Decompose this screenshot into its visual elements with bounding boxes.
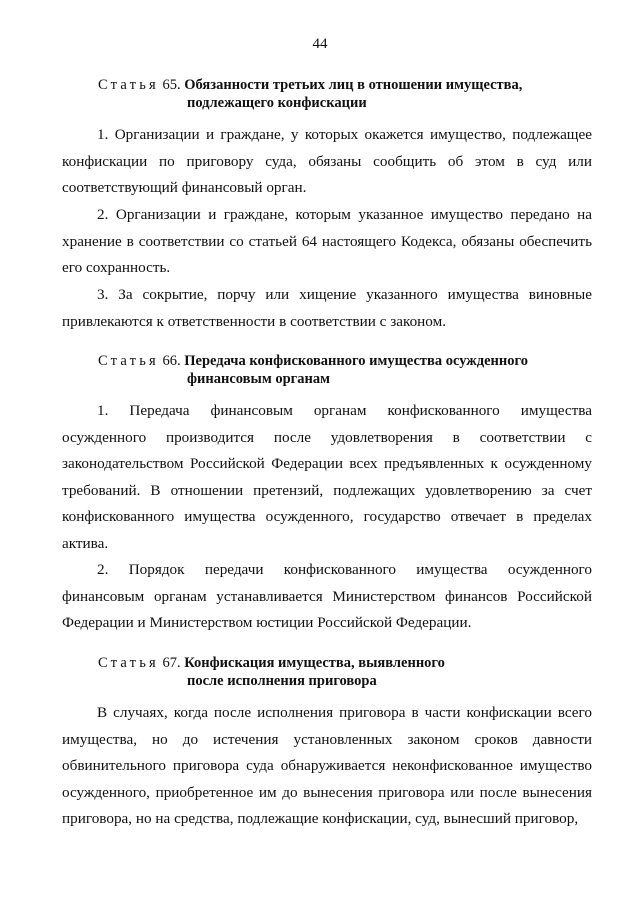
page-number: 44: [312, 36, 328, 52]
paragraph: 2. Порядок передачи конфискованного имущества осужденного финансовым органам устанавливается Министерством финансов Российской Федерации и Министерством юстиции Российской Федерации.: [62, 561, 592, 631]
article-65-header: [98, 76, 598, 112]
article-title-continuation: подлежащего конфискации: [187, 95, 367, 111]
paragraph: 2. Организации и граждане, которым указанное имущество передано на хранение в соответствии со статьей 64 настоящего Кодекса, обязаны обеспечить его сохранность.: [62, 206, 592, 276]
article-word: Статья: [98, 353, 159, 369]
article-word: Статья: [98, 77, 159, 93]
article-title-continuation: после исполнения приговора: [187, 673, 377, 689]
article-title: Передача конфискованного имущества осужденного: [184, 353, 528, 369]
paragraph: 1. Передача финансовым органам конфискованного имущества осужденного производится после удовлетворения в соответствии с законодательством Российской Федерации всех предъявленных к осужденному требований. В отношении претензий, подлежащих удовлетворению за счет конфискованного имущества осужденного, государство отвечает в пределах актива.: [62, 402, 592, 552]
paragraph: 1. Организации и граждане, у которых окажется имущество, подлежащее конфискации по приговору суда, обязаны сообщить об этом в суд или соответствующий финансовый орган.: [62, 126, 592, 196]
article-number: 67.: [162, 655, 181, 671]
paragraph: В случаях, когда после исполнения приговора в части конфискации всего имущества, но до истечения установленных законом сроков давности обвинительного приговора суда обнаруживается неконфискованное имущество осужденного, приобретенное им до вынесения приговора или после вынесения приговора, но на средства, подлежащие конфискации, суд, вынесший приговор,: [62, 704, 592, 827]
article-number: 66.: [162, 353, 181, 369]
article-title: Конфискация имущества, выявленного: [184, 655, 445, 671]
article-title-continuation: финансовым органам: [187, 371, 330, 387]
article-title: Обязанности третьих лиц в отношении имущества,: [184, 77, 523, 93]
article-word: Статья: [98, 655, 159, 671]
article-number: 65.: [162, 77, 181, 93]
article-66-header: [98, 352, 598, 388]
article-67-header: [98, 654, 598, 690]
paragraph: 3. За сокрытие, порчу или хищение указанного имущества виновные привлекаются к ответственности в соответствии с законом.: [62, 286, 592, 330]
